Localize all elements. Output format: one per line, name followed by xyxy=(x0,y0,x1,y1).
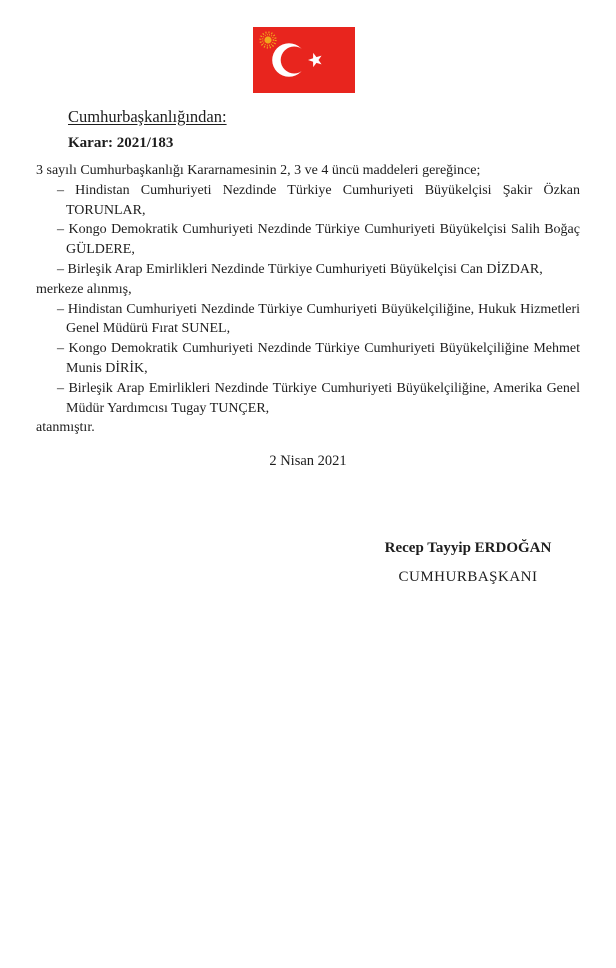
list-item-appointed-2: – Kongo Demokratik Cumhuriyeti Nezdinde Türkiye Cumhuriyeti Büyükelçiliğine Mehmet Munis DİRİK, xyxy=(57,341,580,376)
seal-sun-core xyxy=(264,36,271,43)
crescent-inner-mask xyxy=(281,47,308,74)
intro-paragraph: 3 sayılı Cumhurbaşkanlığı Kararnamesinin 2, 3 ve 4 üncü maddeleri gereğince; xyxy=(36,163,481,178)
list-item-recalled-3: – Birleşik Arap Emirlikleri Nezdinde Türkiye Cumhuriyeti Büyükelçisi Can DİZDAR, xyxy=(57,261,543,277)
signature-block xyxy=(340,538,596,587)
list-item-appointed-1: – Hindistan Cumhuriyeti Nezdinde Türkiye Cumhuriyeti Büyükelçiliğine, Hukuk Hizmetleri Genel Müdürü Fırat SUNEL, xyxy=(57,301,580,337)
flag-container xyxy=(0,0,616,93)
issuer-heading: Cumhurbaşkanlığından: xyxy=(68,107,227,126)
signatory-name: Recep Tayyip ERDOĞAN xyxy=(384,539,552,556)
document-date: 2 Nisan 2021 xyxy=(269,453,347,470)
list-item-appointed-3: – Birleşik Arap Emirlikleri Nezdinde Türkiye Cumhuriyeti Büyükelçiliğine, Amerika Genel Müdür Yardımcısı Tugay TUNÇER, xyxy=(57,380,580,416)
recall-note: merkeze alınmış, xyxy=(36,281,132,297)
list-item-recalled-2: – Kongo Demokratik Cumhuriyeti Nezdinde Türkiye Cumhuriyeti Büyükelçisi Salih Boğaç GÜLDERE, xyxy=(57,222,580,258)
signatory-title: CUMHURBAŞKANI xyxy=(398,568,538,585)
decree-body xyxy=(36,106,580,472)
decision-number: Karar: 2021/183 xyxy=(68,135,174,151)
closing-word: atanmıştır. xyxy=(36,420,95,436)
list-item-recalled-1: – Hindistan Cumhuriyeti Nezdinde Türkiye Cumhuriyeti Büyükelçisi Şakir Özkan TORUNLAR, xyxy=(57,182,580,218)
turkish-presidential-flag-icon xyxy=(253,27,355,93)
